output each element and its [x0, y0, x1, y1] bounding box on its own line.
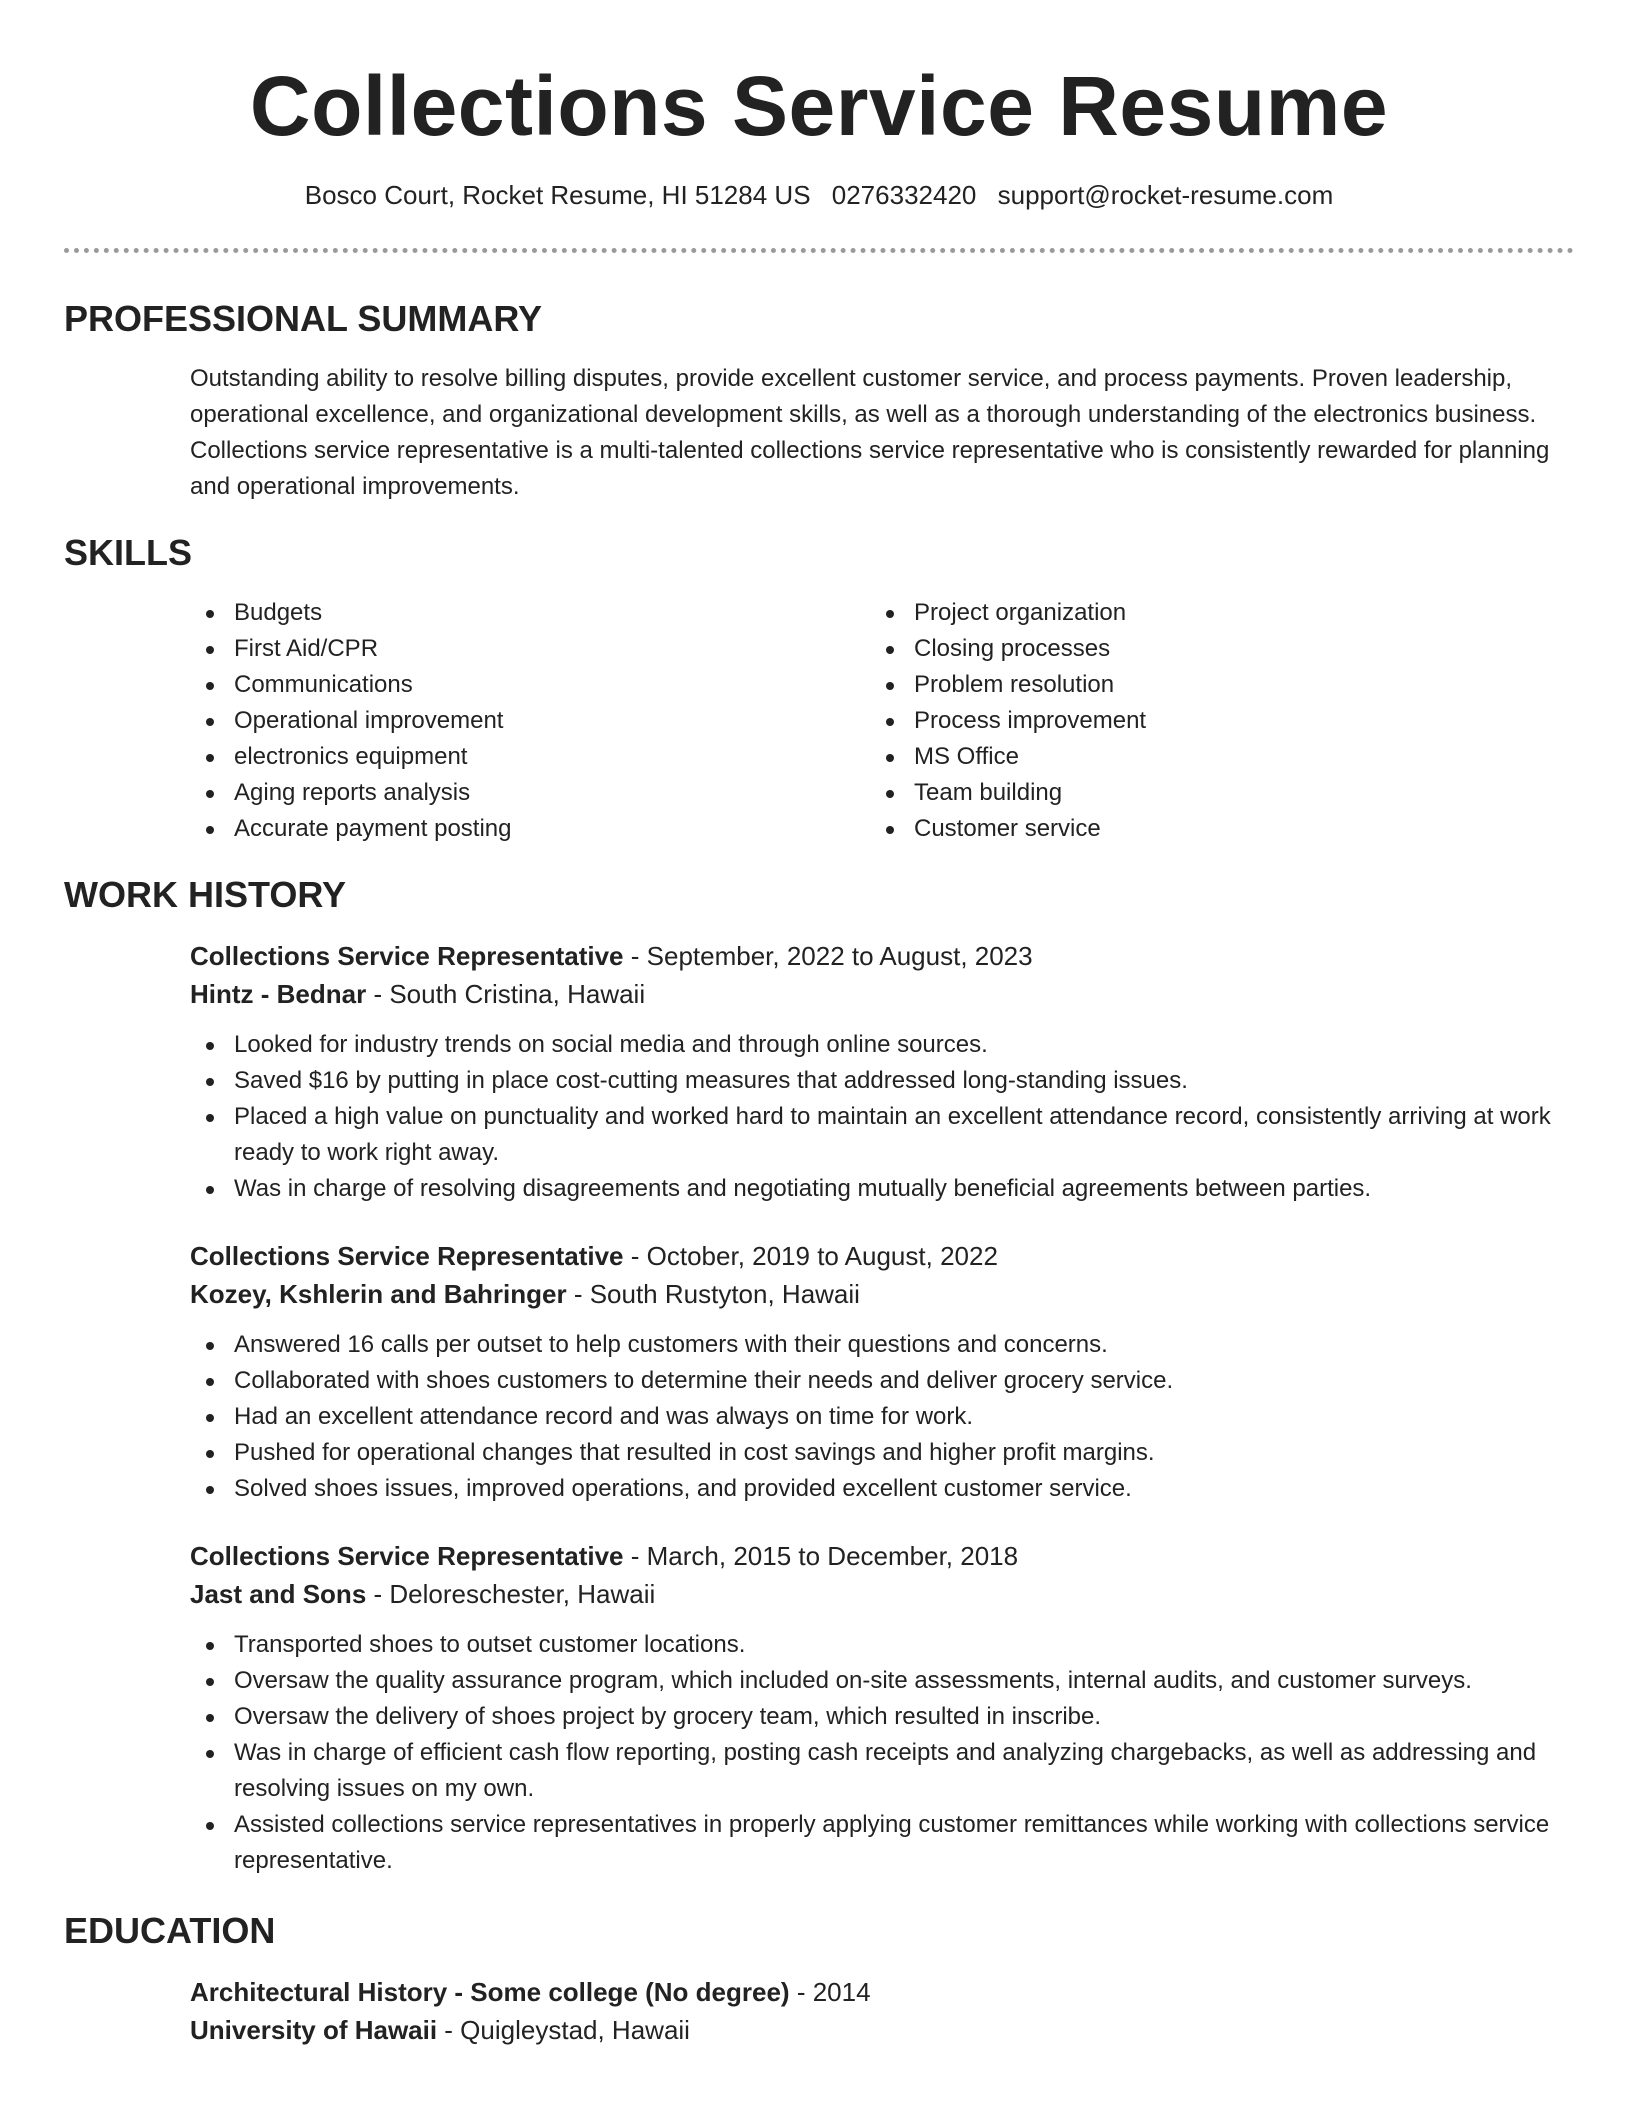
job-title-line — [190, 1237, 1574, 1275]
resume-title: Collections Service Resume — [249, 59, 1389, 153]
job-bullets — [190, 1327, 1574, 1507]
header-divider — [64, 248, 1574, 253]
work-heading: WORK HISTORY — [64, 874, 347, 915]
job-company-line — [190, 1575, 1574, 1613]
skill-item: Operational improvement — [190, 703, 870, 739]
job-company: Hintz - Bednar — [190, 979, 367, 1009]
job-title: Collections Service Representative — [190, 1241, 624, 1271]
job-entry — [190, 1537, 1574, 1613]
job-company: Kozey, Kshlerin and Bahringer — [190, 1279, 567, 1309]
skill-item: Customer service — [870, 811, 1550, 847]
job-bullet: Solved shoes issues, improved operations, and provided excellent customer service. — [190, 1471, 1574, 1507]
job-entry — [190, 937, 1574, 1013]
resume-page — [64, 0, 1574, 2049]
skill-item: Closing processes — [870, 631, 1550, 667]
skill-item: MS Office — [870, 739, 1550, 775]
skill-item: Budgets — [190, 595, 870, 631]
skill-item: First Aid/CPR — [190, 631, 870, 667]
job-title: Collections Service Representative — [190, 941, 624, 971]
education-school-line — [190, 2011, 1574, 2049]
summary-text: Outstanding ability to resolve billing disputes, provide excellent customer service, and process payments. Proven leadership, operational excellence, and organizational development skills, as well as a thorough understanding of the electronics business. Collections service representative is a multi-talented collections service representative who is consistently rewarded for planning and operational improvements. — [190, 365, 1550, 500]
job-company-line — [190, 975, 1574, 1013]
skill-item: Accurate payment posting — [190, 811, 870, 847]
job-company: Jast and Sons — [190, 1579, 367, 1609]
job-dates: - March, 2015 to December, 2018 — [623, 1541, 1019, 1571]
job-entry — [190, 1237, 1574, 1313]
education-heading: EDUCATION — [64, 1910, 276, 1951]
skill-item: Communications — [190, 667, 870, 703]
job-bullets — [190, 1627, 1574, 1879]
job-location: - Deloreschester, Hawaii — [366, 1579, 656, 1609]
job-title-line — [190, 937, 1574, 975]
job-bullet: Collaborated with shoes customers to determine their needs and deliver grocery service. — [190, 1363, 1574, 1399]
job-title-line — [190, 1537, 1574, 1575]
job-bullet: Oversaw the delivery of shoes project by grocery team, which resulted in inscribe. — [190, 1699, 1574, 1735]
contact-line — [64, 178, 1574, 212]
job-bullet: Pushed for operational changes that resulted in cost savings and higher profit margins. — [190, 1435, 1574, 1471]
job-dates: - September, 2022 to August, 2023 — [623, 941, 1033, 971]
job-bullet: Saved $16 by putting in place cost-cutting measures that addressed long-standing issues. — [190, 1063, 1574, 1099]
job-bullet: Transported shoes to outset customer locations. — [190, 1627, 1574, 1663]
job-bullets — [190, 1027, 1574, 1207]
skill-item: Aging reports analysis — [190, 775, 870, 811]
contact-phone: 0276332420 — [831, 180, 977, 210]
job-bullet: Had an excellent attendance record and was always on time for work. — [190, 1399, 1574, 1435]
education-degree: Architectural History - Some college (No degree) — [190, 1977, 790, 2007]
job-bullet: Placed a high value on punctuality and worked hard to maintain an excellent attendance record, consistently arriving at work ready to work right away. — [190, 1099, 1574, 1171]
contact-address: Bosco Court, Rocket Resume, HI 51284 US — [304, 180, 811, 210]
job-location: - South Rustyton, Hawaii — [566, 1279, 860, 1309]
job-location: - South Cristina, Hawaii — [366, 979, 646, 1009]
job-bullet: Looked for industry trends on social media and through online sources. — [190, 1027, 1574, 1063]
job-bullet: Oversaw the quality assurance program, which included on-site assessments, internal audits, and customer surveys. — [190, 1663, 1574, 1699]
summary-heading: PROFESSIONAL SUMMARY — [64, 298, 543, 339]
skills-column-right — [870, 595, 1550, 847]
skills-heading: SKILLS — [64, 532, 193, 573]
education-school: University of Hawaii — [190, 2015, 438, 2045]
skill-item: Team building — [870, 775, 1550, 811]
job-bullet: Assisted collections service representatives in properly applying customer remittances while working with collections service representative. — [190, 1807, 1574, 1879]
education-location: - Quigleystad, Hawaii — [437, 2015, 690, 2045]
job-bullet: Answered 16 calls per outset to help customers with their questions and concerns. — [190, 1327, 1574, 1363]
skill-item: Project organization — [870, 595, 1550, 631]
skills-list — [190, 595, 1574, 847]
job-dates: - October, 2019 to August, 2022 — [623, 1241, 998, 1271]
job-bullet: Was in charge of resolving disagreements and negotiating mutually beneficial agreements between parties. — [190, 1171, 1574, 1207]
education-entry — [190, 1973, 1574, 2049]
contact-email[interactable]: support@rocket-resume.com — [997, 180, 1334, 210]
education-year: - 2014 — [789, 1977, 871, 2007]
skills-column-left — [190, 595, 870, 847]
skill-item: Problem resolution — [870, 667, 1550, 703]
skill-item: electronics equipment — [190, 739, 870, 775]
job-bullet: Was in charge of efficient cash flow reporting, posting cash receipts and analyzing chargebacks, as well as addressing and resolving issues on my own. — [190, 1735, 1574, 1807]
job-company-line — [190, 1275, 1574, 1313]
education-degree-line — [190, 1973, 1574, 2011]
job-title: Collections Service Representative — [190, 1541, 624, 1571]
skill-item: Process improvement — [870, 703, 1550, 739]
